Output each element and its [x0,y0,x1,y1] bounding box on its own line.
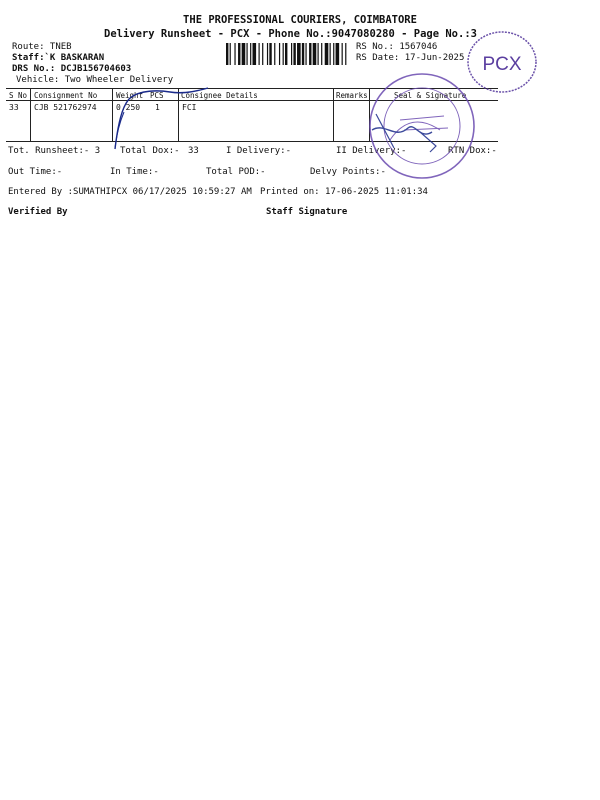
barcode-bar [285,43,287,65]
entered-by: Entered By :SUMATHIPCX 06/17/2025 10:59:27 AM [8,187,252,197]
barcode-bar [313,43,317,65]
barcode-bar [269,43,271,65]
row-pcs: 1 [155,103,160,112]
barcode-bar [279,43,280,65]
barcode-bar [318,43,319,65]
verified-by: Verified By [8,207,68,217]
barcode-bar [234,43,235,65]
header-pcs: PCS [150,91,164,100]
barcode-bar [305,43,306,65]
office-seal-stamp [360,70,480,190]
staff-label: Staff:`K BASKARAN [12,53,105,63]
barcode-graphic [226,43,350,65]
barcode-bar [291,43,292,65]
vehicle-label: Vehicle: Two Wheeler Delivery [16,75,174,85]
header-weight: Weight [116,91,144,100]
i-delivery: I Delivery:- [226,146,292,156]
runsheet-title: Delivery Runsheet - PCX - Phone No.:9047080280 - Page No.:3 [104,28,477,40]
header-consignee: Consignee Details [181,91,258,100]
in-time: In Time:- [110,167,159,177]
barcode-bar [330,43,331,65]
barcode-bar [238,43,240,65]
barcode-bar [252,43,256,65]
barcode-bar [226,43,228,65]
barcode-bar [250,43,251,65]
barcode-bar [293,43,295,65]
company-name: THE PROFESSIONAL COURIERS, COIMBATORE [183,14,417,26]
rtn-dox: RTN Dox:- [448,146,497,156]
handwritten-signature [110,84,220,154]
route-label: Route: TNEB [12,42,72,52]
barcode-bar [267,43,268,65]
barcode-bar [309,43,311,65]
barcode-bar [345,43,346,65]
out-time: Out Time:- [8,167,63,177]
rs-number: RS No.: 1567046 [356,42,438,52]
table-col-divider [333,88,334,141]
barcode-bar [230,43,231,65]
total-pod: Total POD:- [206,167,266,177]
barcode-bar [342,43,343,65]
header-sno: S No [9,91,28,100]
total-dox-value: 33 [188,146,199,156]
row-consignee: FCI [182,103,197,112]
barcode-bar [246,43,247,65]
table-col-divider [30,88,31,141]
printed-on: Printed on: 17-06-2025 11:01:34 [260,187,428,197]
pcx-stamp-text: PCX [482,54,522,75]
rs-date: RS Date: 17-Jun-2025 [356,53,465,63]
drs-number: DRS No.: DCJB156704603 [12,64,132,74]
total-dox-label: Total Dox:- [120,146,180,156]
barcode-bar [336,43,340,65]
row-weight: 0.250 [116,103,141,112]
staff-signature: Staff Signature [266,207,348,217]
barcode-bar [242,43,246,65]
delvy-points: Delvy Points:- [310,167,386,177]
barcode-bar [333,43,334,65]
barcode-bar [302,43,304,65]
barcode-bar [262,43,263,65]
barcode-bar [274,43,275,65]
barcode-bar [297,43,301,65]
row-consignment: CJB 521762974 [34,103,97,112]
header-remarks: Remarks [336,91,368,100]
ii-delivery: II Delivery:- [336,146,407,156]
header-seal: Seal & Signature [394,91,467,100]
barcode-bar [321,43,322,65]
header-consignment: Consignment No [34,91,98,100]
row-sno: 33 [9,103,19,112]
pcx-stamp [463,26,541,96]
barcode-bar [325,43,329,65]
barcode-bar [283,43,284,65]
tot-runsheet: Tot. Runsheet:- 3 [8,146,101,156]
barcode-bar [259,43,260,65]
